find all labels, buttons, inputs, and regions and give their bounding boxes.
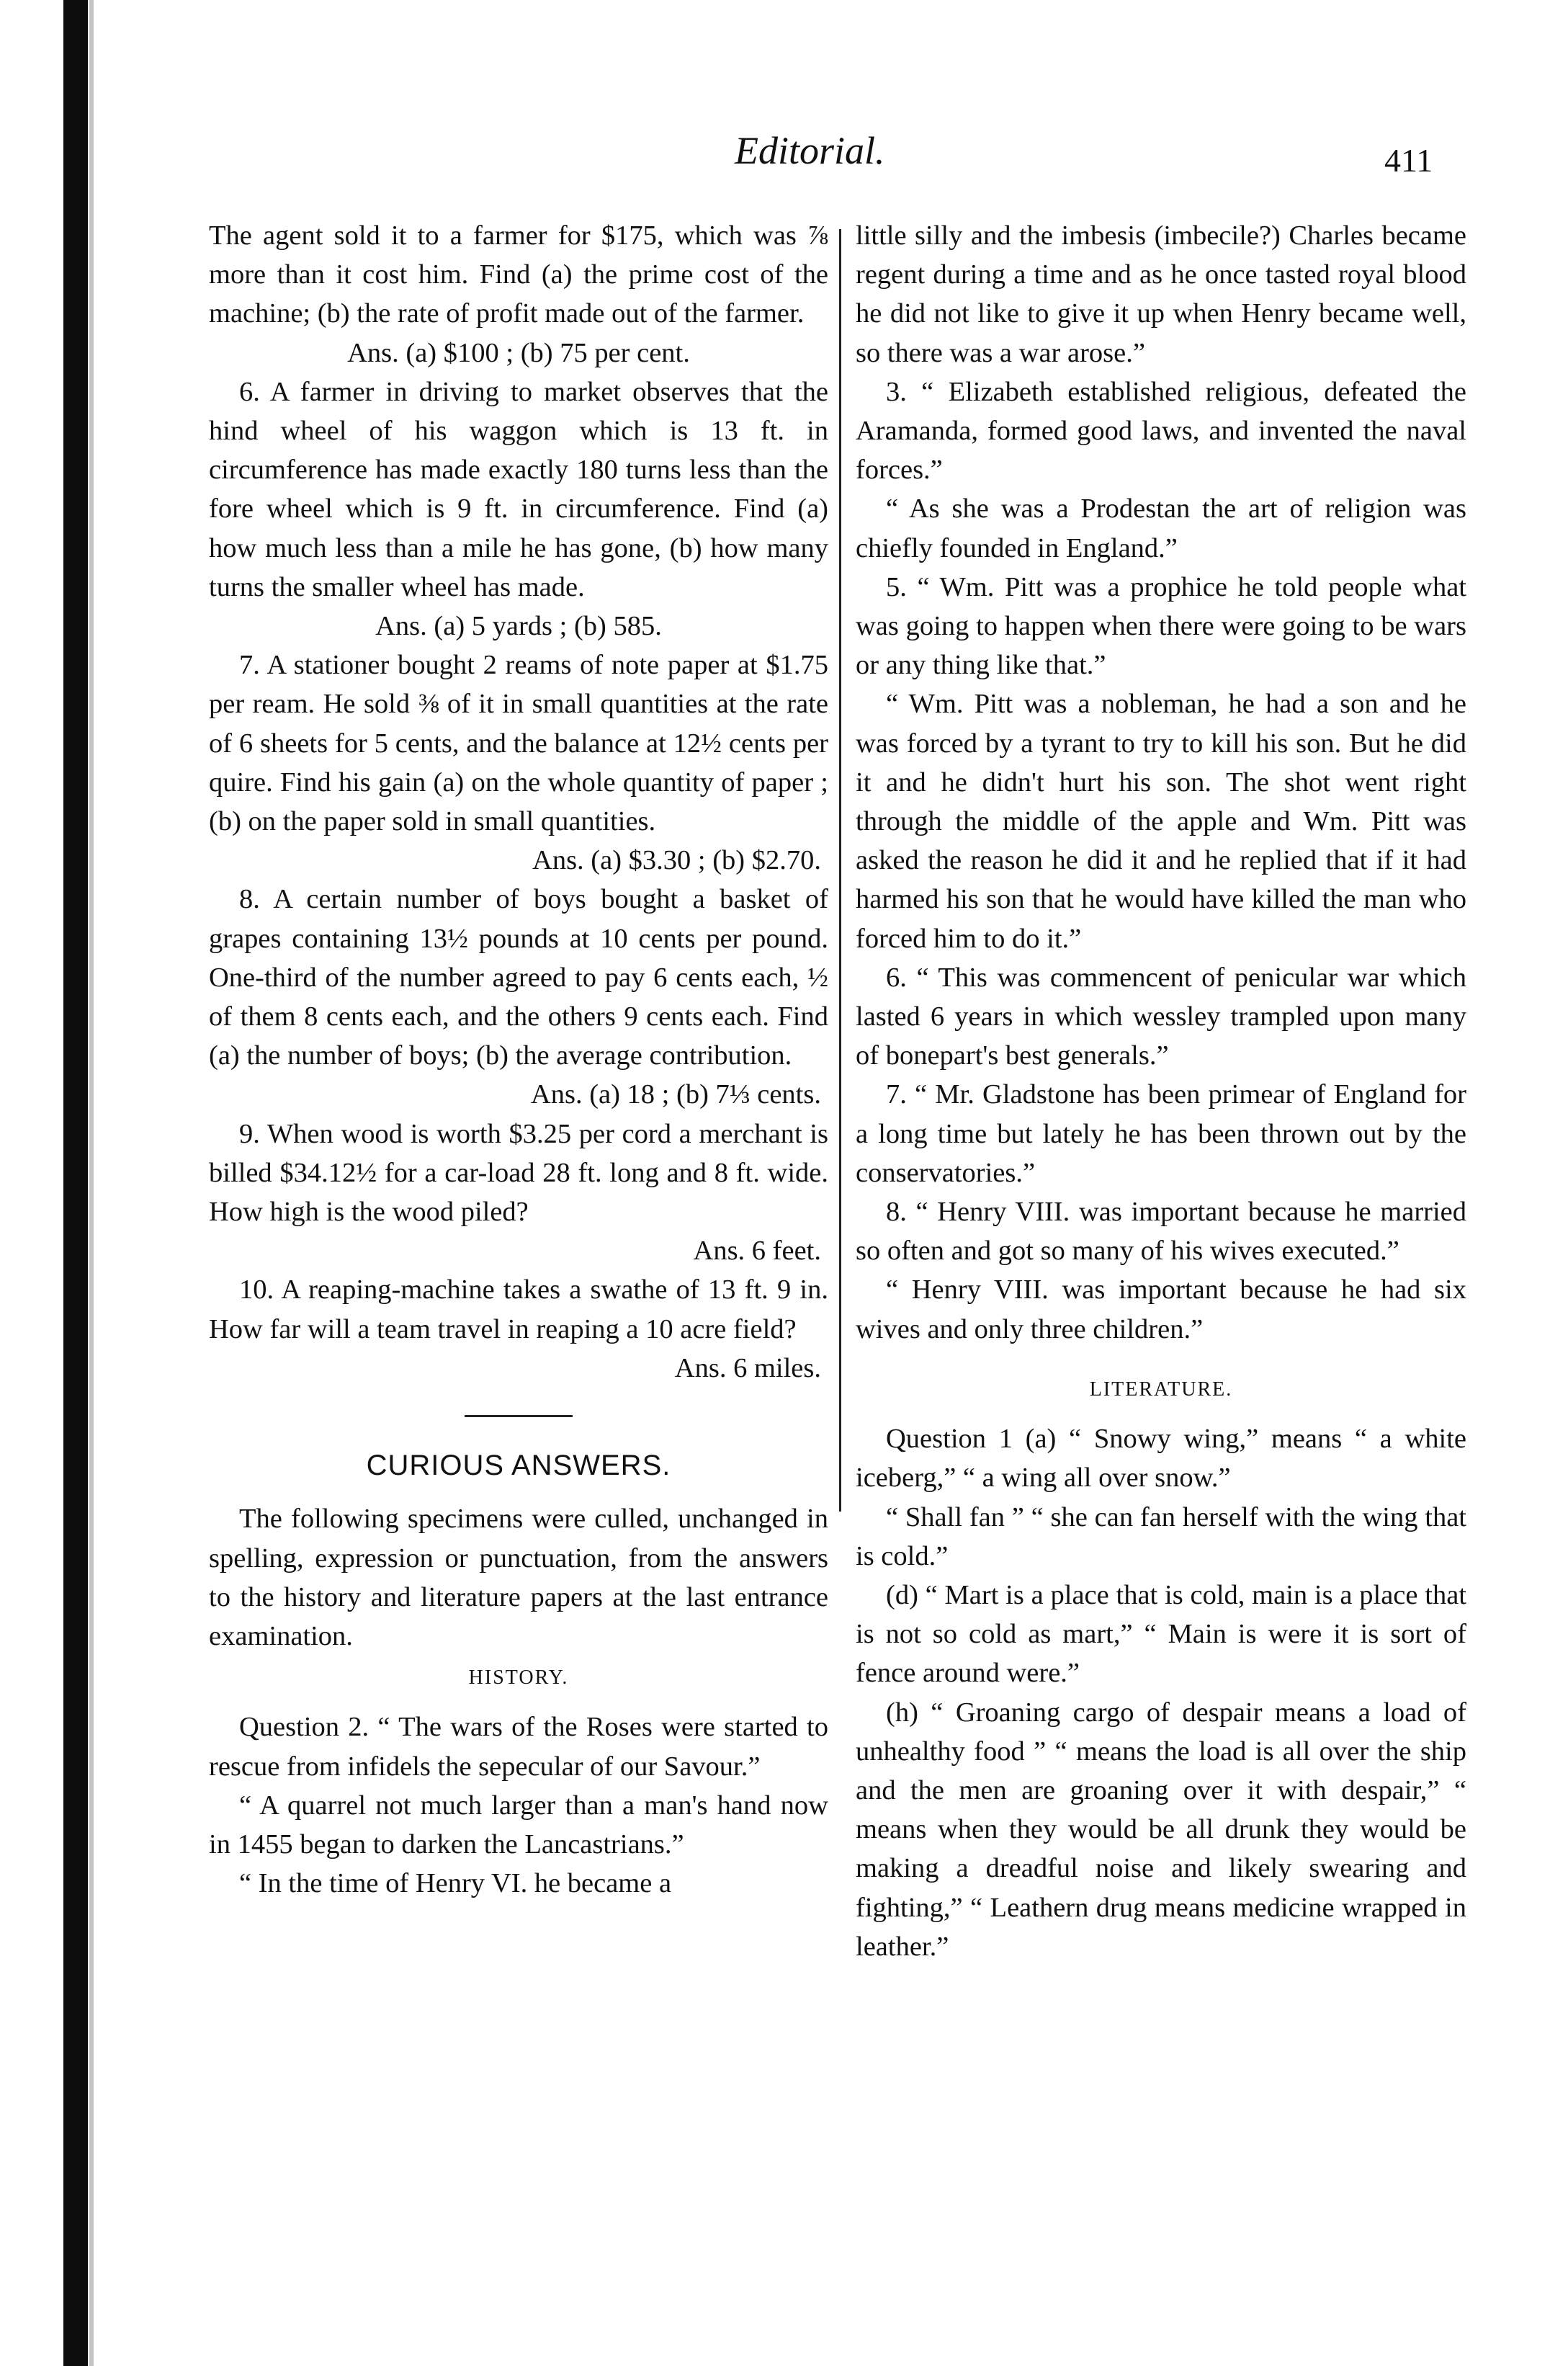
history-answer: “ In the time of Henry VI. he became a <box>239 1868 672 1899</box>
sub-heading-literature: LITERATURE. <box>1089 1378 1233 1401</box>
page-binding-shadow <box>89 0 94 2366</box>
history-answer: 6. “ This was commencent of penicular war which lasted 6 years in which wessley trampled upon many of bonepart's best generals.” <box>856 962 1466 1071</box>
history-answer: “ Wm. Pitt was a nobleman, he had a son and he was forced by a tyrant to try to kill his son. But he did it and he didn't hurt his son. The shot went right through the middle of the apple and Wm. Pitt was asked the reason he did it and he replied that if it had harmed his son that he would have killed the man who forced him to do it.” <box>856 689 1466 954</box>
section-heading: CURIOUS ANSWERS. <box>366 1450 671 1482</box>
history-answer: 3. “ Elizabeth established religious, defeated the Aramanda, formed good laws, and invented the naval forces.” <box>856 376 1466 486</box>
problem-7: 7. A stationer bought 2 reams of note paper at $1.75 per ream. He sold ⅜ of it in small quantities at the rate of 6 sheets for 5 cents, and the balance at 12½ cents per quire. Find his gain (a) on the whole quantity of paper ; (b) on the paper sold in small quantities. <box>209 650 828 837</box>
right-column <box>856 216 1466 1966</box>
history-answer: “ A quarrel not much larger than a man's hand now in 1455 began to darken the Lancastrians.” <box>209 1790 828 1860</box>
page-binding-edge <box>63 0 88 2366</box>
history-answer: 7. “ Mr. Gladstone has been primear of England for a long time but lately he has been thrown out by the conservatories.” <box>856 1079 1466 1188</box>
literature-answer: “ Shall fan ” “ she can fan herself with the wing that is cold.” <box>856 1501 1466 1571</box>
literature-answer: Question 1 (a) “ Snowy wing,” means “ a white iceberg,” “ a wing all over snow.” <box>856 1424 1466 1494</box>
problem-6: 6. A farmer in driving to market observes that the hind wheel of his waggon which is 13 ft. in circumference has made exactly 180 turns less than the fore wheel which is 9 ft. in circumference. Find (a) how much less than a mile he has gone, (b) how many turns the smaller wheel has made. <box>209 376 828 602</box>
running-header-title: Editorial. <box>735 129 885 172</box>
history-answer: 5. “ Wm. Pitt was a prophice he told people what was going to happen when there were going to be wars or any thing like that.” <box>856 571 1466 681</box>
problem-9: 9. When wood is worth $3.25 per cord a merchant is billed $34.12½ for a car-load 28 ft. long and 8 ft. wide. How high is the wood piled? <box>209 1118 828 1228</box>
history-answer: little silly and the imbesis (imbecile?) Charles became regent during a time and as he once tasted royal blood he did not like to give it up when Henry became well, so there was a war arose.” <box>856 220 1466 368</box>
paragraph: The agent sold it to a farmer for $175, which was ⅞ more than it cost him. Find (a) the prime cost of the machine; (b) the rate of profit made out of the farmer. <box>209 220 828 329</box>
literature-answer: (h) “ Groaning cargo of despair means a load of unhealthy food ” “ means the load is all over the ship and the men are groaning over it with despair,” “ means when they would be all drunk they would be making a dreadful noise and likely swearing and fighting,” “ Leathern drug means medicine wrapped in leather.” <box>856 1697 1466 1962</box>
history-answer: “ Henry VIII. was important because he had six wives and only three children.” <box>856 1274 1466 1344</box>
section-separator <box>465 1415 573 1417</box>
history-answer: “ As she was a Prodestan the art of religion was chiefly founded in England.” <box>856 494 1466 563</box>
page-number: 411 <box>1384 142 1433 179</box>
sub-heading-history: HISTORY. <box>468 1666 569 1689</box>
literature-answer: (d) “ Mart is a place that is cold, main is a place that is not so cold as mart,” “ Main is were it is sort of fence around were.” <box>856 1579 1466 1689</box>
answer-line: Ans. (a) 5 yards ; (b) 585. <box>375 611 662 642</box>
answer-line: Ans. (a) 18 ; (b) 7⅓ cents. <box>530 1079 821 1110</box>
column-divider <box>839 229 841 1512</box>
intro-paragraph: The following specimens were culled, unchanged in spelling, expression or punctuation, from the answers to the history and literature papers at the last entrance examination. <box>209 1504 828 1651</box>
problem-10: 10. A reaping-machine takes a swathe of 13 ft. 9 in. How far will a team travel in reaping a 10 acre field? <box>209 1274 828 1344</box>
answer-line: Ans. (a) $100 ; (b) 75 per cent. <box>347 337 690 368</box>
history-answer: 8. “ Henry VIII. was important because he married so often and got so many of his wives executed.” <box>856 1197 1466 1267</box>
answer-line: Ans. (a) $3.30 ; (b) $2.70. <box>532 845 821 876</box>
left-column <box>209 216 828 1903</box>
answer-line: Ans. 6 miles. <box>674 1352 821 1383</box>
answer-line: Ans. 6 feet. <box>693 1236 821 1267</box>
history-answer: Question 2. “ The wars of the Roses were started to rescue from infidels the sepecular of our Savour.” <box>209 1712 828 1782</box>
problem-8: 8. A certain number of boys bought a basket of grapes containing 13½ pounds at 10 cents per pound. One-third of the number agreed to pay 6 cents each, ½ of them 8 cents each, and the others 9 cents each. Find (a) the number of boys; (b) the average contribution. <box>209 884 828 1071</box>
